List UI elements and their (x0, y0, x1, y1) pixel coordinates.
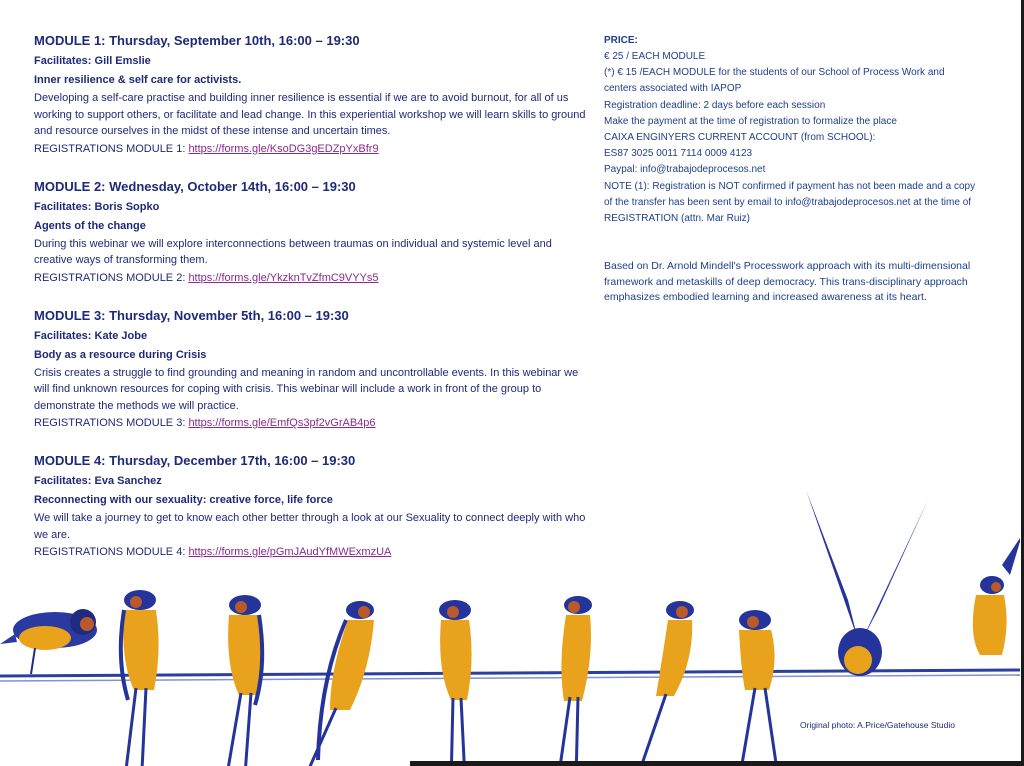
module-facilitator: Facilitates: Kate Jobe (34, 329, 148, 342)
module-subtitle: Body as a resource during Crisis (34, 348, 207, 361)
registration-label: REGISTRATIONS MODULE 2: (34, 271, 189, 284)
registration-link[interactable]: https://forms.gle/EmfQs3pf2vGrAB4p6 (188, 417, 376, 429)
registration-link[interactable]: https://forms.gle/KsoDG3gEDZpYxBfr9 (188, 142, 379, 155)
swallow-bird (973, 535, 1020, 655)
swallow-bird-wings-up (806, 490, 928, 676)
module-description: We will take a journey to get to know each other better through a look at our Sexuality to connect deeply with who we are. (34, 512, 586, 541)
price-line: (*) € 15 /EACH MODULE for the students of our School of Process Work and centers associated with IAPOP (604, 67, 945, 95)
module-registration (34, 141, 590, 157)
module-facilitator: Facilitates: Eva Sanchez (34, 475, 162, 487)
registration-label: REGISTRATIONS MODULE 3: (34, 417, 189, 429)
module-2 (34, 179, 590, 286)
registration-link[interactable]: https://forms.gle/pGmJAudYfMWExmzUA (188, 546, 392, 558)
swallow-bird (227, 595, 264, 766)
registration-link[interactable]: https://forms.gle/YkzknTvZfmC9VYYs5 (188, 271, 379, 284)
registration-label: REGISTRATIONS MODULE 1: (34, 142, 189, 155)
module-title: MODULE 2: Wednesday, October 14th, 16:00 – 19:30 (34, 178, 356, 194)
swallow-bird (121, 590, 159, 766)
price-line: € 25 / EACH MODULE (604, 51, 706, 62)
price-line: Registration deadline: 2 days before each session (604, 99, 826, 111)
module-facilitator: Facilitates: Gill Emslie (34, 55, 151, 67)
swallow-bird (439, 600, 472, 766)
price-line: Paypal: info@trabajodeprocesos.net (604, 164, 766, 176)
swallow-bird (0, 609, 97, 674)
module-registration (34, 415, 590, 431)
swallow-bird (558, 596, 592, 766)
module-description: During this webinar we will explore interconnections between traumas on individual and systemic level and creative ways of transforming them. (34, 237, 552, 266)
module-facilitator: Facilitates: Boris Sopko (34, 200, 160, 213)
module-registration (34, 270, 590, 286)
module-description: Crisis creates a struggle to find grounding and meaning in random and uncontrollable events. In this webinar we will find unknown resources for coping with crisis. This webinar will include a work in front of the group to demonstrate the methods we will practice. (34, 366, 579, 412)
module-subtitle: Agents of the change (34, 219, 146, 232)
photo-credit: Original photo: A.Price/Gatehouse Studio (800, 720, 955, 730)
module-3 (34, 308, 590, 432)
about-paragraph: Based on Dr. Arnold Mindell's Processwork approach with its multi-dimensional framework and metaskills of deep democracy. This trans-disciplinary approach emphasizes embodied learning and increased awareness at its heart. (604, 260, 971, 304)
swallow-bird (739, 610, 777, 766)
module-title: MODULE 3: Thursday, November 5th, 16:00 – 19:30 (34, 307, 349, 323)
price-note: NOTE (1): Registration is NOT confirmed if payment has not been made and a copy of the transfer has been sent by email to info@trabajodeprocesos.net at the time of REGISTRATION (attn. Mar Ruiz) (604, 180, 976, 225)
swallow-bird (304, 601, 374, 766)
module-subtitle: Reconnecting with our sexuality: creative force, life force (34, 494, 333, 506)
module-title: MODULE 1: Thursday, September 10th, 16:00 – 19:30 (34, 33, 360, 48)
price-line: ES87 3025 0011 7114 0009 4123 (604, 148, 753, 160)
frame-edge-bottom (410, 761, 1024, 766)
module-title: MODULE 4: Thursday, December 17th, 16:00 – 19:30 (34, 453, 356, 468)
price-line: CAIXA ENGINYERS CURRENT ACCOUNT (from SCHOOL): (604, 132, 876, 144)
registration-label: REGISTRATIONS MODULE 4: (34, 546, 189, 558)
info-column (604, 33, 976, 306)
module-1 (34, 33, 590, 157)
module-subtitle: Inner resilience & self care for activists. (34, 74, 242, 86)
price-heading: PRICE: (604, 35, 638, 46)
module-description: Developing a self-care practise and building inner resilience is essential if we are to avoid burnout, for all of us working to support others, or facilitate and lead change. In this experiential workshop we will learn skills to ground and resource ourselves in the midst of these intense and uncertain times. (34, 92, 586, 137)
swallow-bird (640, 601, 694, 766)
price-line: Make the payment at the time of registration to formalize the place (604, 115, 897, 127)
